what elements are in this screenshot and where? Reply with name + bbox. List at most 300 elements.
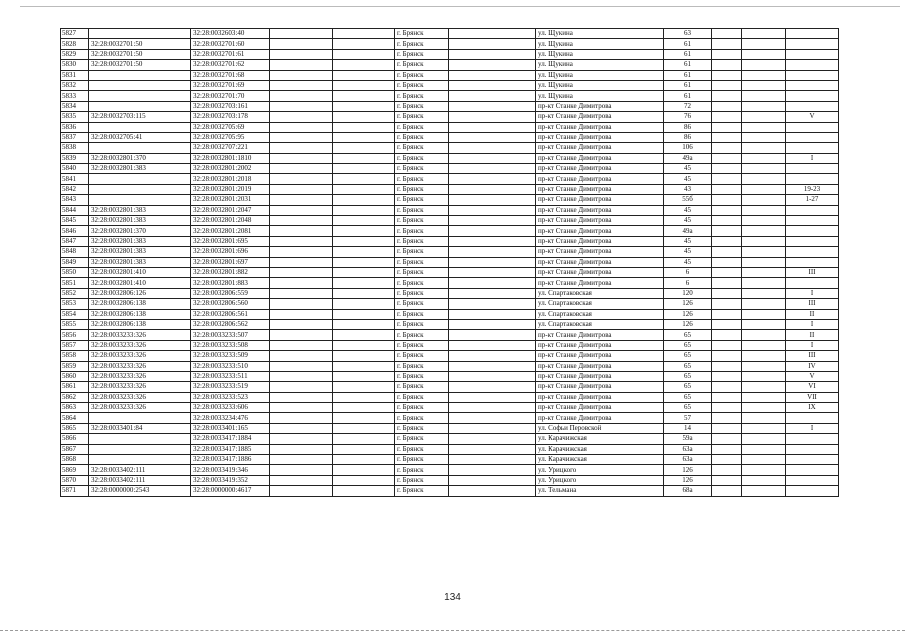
blank-cell: [712, 299, 742, 309]
blank-cell: [742, 444, 786, 454]
row-number-cell: 5833: [61, 91, 89, 101]
parent-cadastral-number-cell: 32:28:0032705:41: [89, 132, 191, 142]
street-cell: ул. Спартаковская: [536, 299, 664, 309]
city-cell: г. Брянск: [395, 164, 449, 174]
blank-cell: [712, 319, 742, 329]
table-row: [61, 101, 839, 111]
parent-cadastral-number-cell: 32:28:0033402:111: [89, 475, 191, 485]
blank-cell: [449, 299, 536, 309]
blank-cell: [333, 455, 395, 465]
blank-cell: [742, 278, 786, 288]
premises-number-cell: VI: [786, 382, 839, 392]
table-row: [61, 216, 839, 226]
blank-cell: [712, 49, 742, 59]
blank-cell: [742, 340, 786, 350]
street-cell: пр-кт Станке Димитрова: [536, 403, 664, 413]
blank-cell: [449, 444, 536, 454]
cadastral-number-cell: 32:28:0032801:2081: [191, 226, 270, 236]
blank-cell: [712, 101, 742, 111]
blank-cell: [742, 257, 786, 267]
street-cell: пр-кт Станке Димитрова: [536, 257, 664, 267]
table-row: [61, 112, 839, 122]
blank-cell: [270, 60, 333, 70]
city-cell: г. Брянск: [395, 216, 449, 226]
blank-cell: [449, 49, 536, 59]
blank-cell: [742, 371, 786, 381]
blank-cell: [742, 101, 786, 111]
cadastral-number-cell: 32:28:0032701:69: [191, 80, 270, 90]
row-number-cell: 5844: [61, 205, 89, 215]
premises-number-cell: [786, 486, 839, 496]
city-cell: г. Брянск: [395, 278, 449, 288]
street-cell: ул. Тельмана: [536, 486, 664, 496]
house-number-cell: 61: [664, 49, 712, 59]
cadastral-number-cell: 32:28:0033233:606: [191, 403, 270, 413]
blank-cell: [449, 434, 536, 444]
parent-cadastral-number-cell: [89, 413, 191, 423]
parent-cadastral-number-cell: 32:28:0032801:370: [89, 153, 191, 163]
street-cell: ул. Карачижская: [536, 434, 664, 444]
row-number-cell: 5845: [61, 216, 89, 226]
street-cell: пр-кт Станке Димитрова: [536, 351, 664, 361]
blank-cell: [333, 236, 395, 246]
row-number-cell: 5830: [61, 60, 89, 70]
street-cell: пр-кт Станке Димитрова: [536, 267, 664, 277]
blank-cell: [333, 361, 395, 371]
premises-number-cell: II: [786, 330, 839, 340]
parent-cadastral-number-cell: [89, 143, 191, 153]
cadastral-number-cell: 32:28:0032801:696: [191, 247, 270, 257]
blank-cell: [742, 392, 786, 402]
street-cell: ул. Щукина: [536, 49, 664, 59]
table-row: [61, 184, 839, 194]
house-number-cell: 65: [664, 351, 712, 361]
blank-cell: [449, 132, 536, 142]
blank-cell: [712, 486, 742, 496]
blank-cell: [712, 382, 742, 392]
table-row: [61, 60, 839, 70]
blank-cell: [449, 236, 536, 246]
premises-number-cell: [786, 39, 839, 49]
blank-cell: [270, 413, 333, 423]
blank-cell: [742, 153, 786, 163]
city-cell: г. Брянск: [395, 309, 449, 319]
premises-number-cell: V: [786, 112, 839, 122]
cadastral-number-cell: 32:28:0033233:509: [191, 351, 270, 361]
cadastral-number-cell: 32:28:0032701:61: [191, 49, 270, 59]
row-number-cell: 5867: [61, 444, 89, 454]
house-number-cell: 65: [664, 340, 712, 350]
row-number-cell: 5828: [61, 39, 89, 49]
blank-cell: [270, 29, 333, 39]
blank-cell: [712, 257, 742, 267]
city-cell: г. Брянск: [395, 195, 449, 205]
blank-cell: [333, 465, 395, 475]
row-number-cell: 5835: [61, 112, 89, 122]
premises-number-cell: [786, 475, 839, 485]
parent-cadastral-number-cell: [89, 184, 191, 194]
table-row: [61, 403, 839, 413]
parent-cadastral-number-cell: [89, 80, 191, 90]
premises-number-cell: [786, 216, 839, 226]
parent-cadastral-number-cell: 32:28:0032703:115: [89, 112, 191, 122]
blank-cell: [333, 299, 395, 309]
house-number-cell: 6: [664, 278, 712, 288]
blank-cell: [333, 351, 395, 361]
table-row: [61, 49, 839, 59]
blank-cell: [270, 434, 333, 444]
blank-cell: [270, 174, 333, 184]
premises-number-cell: VII: [786, 392, 839, 402]
blank-cell: [333, 392, 395, 402]
blank-cell: [742, 122, 786, 132]
blank-cell: [712, 340, 742, 350]
blank-cell: [449, 475, 536, 485]
row-number-cell: 5870: [61, 475, 89, 485]
blank-cell: [333, 112, 395, 122]
house-number-cell: 126: [664, 465, 712, 475]
parent-cadastral-number-cell: 32:28:0032801:370: [89, 226, 191, 236]
city-cell: г. Брянск: [395, 371, 449, 381]
blank-cell: [712, 330, 742, 340]
row-number-cell: 5846: [61, 226, 89, 236]
house-number-cell: 45: [664, 236, 712, 246]
premises-number-cell: [786, 455, 839, 465]
blank-cell: [449, 247, 536, 257]
blank-cell: [449, 174, 536, 184]
parent-cadastral-number-cell: 32:28:0033402:111: [89, 465, 191, 475]
row-number-cell: 5834: [61, 101, 89, 111]
row-number-cell: 5850: [61, 267, 89, 277]
city-cell: г. Брянск: [395, 205, 449, 215]
parent-cadastral-number-cell: [89, 195, 191, 205]
blank-cell: [270, 247, 333, 257]
blank-cell: [270, 91, 333, 101]
premises-number-cell: [786, 444, 839, 454]
cadastral-number-cell: 32:28:0032801:2047: [191, 205, 270, 215]
street-cell: пр-кт Станке Димитрова: [536, 247, 664, 257]
table-row: [61, 361, 839, 371]
blank-cell: [712, 226, 742, 236]
city-cell: г. Брянск: [395, 330, 449, 340]
house-number-cell: 45: [664, 164, 712, 174]
blank-cell: [712, 444, 742, 454]
city-cell: г. Брянск: [395, 413, 449, 423]
premises-number-cell: [786, 278, 839, 288]
table-row: [61, 351, 839, 361]
cadastral-number-cell: 32:28:0032801:882: [191, 267, 270, 277]
house-number-cell: 65: [664, 392, 712, 402]
table-row: [61, 80, 839, 90]
parent-cadastral-number-cell: 32:28:0032701:50: [89, 60, 191, 70]
blank-cell: [712, 60, 742, 70]
blank-cell: [270, 299, 333, 309]
blank-cell: [333, 257, 395, 267]
street-cell: ул. Спартаковская: [536, 288, 664, 298]
house-number-cell: 14: [664, 423, 712, 433]
table-row: [61, 278, 839, 288]
city-cell: г. Брянск: [395, 444, 449, 454]
blank-cell: [742, 288, 786, 298]
city-cell: г. Брянск: [395, 60, 449, 70]
premises-number-cell: [786, 434, 839, 444]
row-number-cell: 5849: [61, 257, 89, 267]
blank-cell: [712, 164, 742, 174]
blank-cell: [270, 112, 333, 122]
cadastral-number-cell: 32:28:0033234:476: [191, 413, 270, 423]
table-row: [61, 247, 839, 257]
table-row: [61, 444, 839, 454]
cadastral-number-cell: 32:28:0032806:559: [191, 288, 270, 298]
blank-cell: [333, 444, 395, 454]
row-number-cell: 5851: [61, 278, 89, 288]
city-cell: г. Брянск: [395, 122, 449, 132]
street-cell: ул. Софьи Перовской: [536, 423, 664, 433]
cadastral-number-cell: 32:28:0032806:560: [191, 299, 270, 309]
blank-cell: [712, 413, 742, 423]
blank-cell: [449, 112, 536, 122]
blank-cell: [742, 60, 786, 70]
street-cell: ул. Щукина: [536, 60, 664, 70]
premises-number-cell: [786, 164, 839, 174]
premises-number-cell: II: [786, 309, 839, 319]
cadastral-number-cell: 32:28:0032801:695: [191, 236, 270, 246]
city-cell: г. Брянск: [395, 29, 449, 39]
blank-cell: [333, 132, 395, 142]
premises-number-cell: [786, 91, 839, 101]
parent-cadastral-number-cell: [89, 29, 191, 39]
row-number-cell: 5847: [61, 236, 89, 246]
blank-cell: [449, 455, 536, 465]
row-number-cell: 5856: [61, 330, 89, 340]
city-cell: г. Брянск: [395, 403, 449, 413]
row-number-cell: 5840: [61, 164, 89, 174]
row-number-cell: 5852: [61, 288, 89, 298]
cadastral-number-cell: 32:28:0033233:519: [191, 382, 270, 392]
blank-cell: [449, 382, 536, 392]
cadastral-number-cell: 32:28:0032705:95: [191, 132, 270, 142]
street-cell: ул. Спартаковская: [536, 319, 664, 329]
blank-cell: [270, 39, 333, 49]
blank-cell: [742, 455, 786, 465]
blank-cell: [712, 403, 742, 413]
blank-cell: [449, 80, 536, 90]
table-row: [61, 267, 839, 277]
parent-cadastral-number-cell: [89, 122, 191, 132]
house-number-cell: 65: [664, 330, 712, 340]
premises-number-cell: 1-27: [786, 195, 839, 205]
blank-cell: [333, 195, 395, 205]
blank-cell: [449, 216, 536, 226]
house-number-cell: 86: [664, 122, 712, 132]
blank-cell: [712, 122, 742, 132]
parent-cadastral-number-cell: 32:28:0033233:326: [89, 382, 191, 392]
row-number-cell: 5848: [61, 247, 89, 257]
blank-cell: [712, 465, 742, 475]
parent-cadastral-number-cell: [89, 91, 191, 101]
street-cell: ул. Щукина: [536, 80, 664, 90]
street-cell: пр-кт Станке Димитрова: [536, 143, 664, 153]
blank-cell: [333, 29, 395, 39]
street-cell: ул. Щукина: [536, 39, 664, 49]
cadastral-number-cell: 32:28:0033233:511: [191, 371, 270, 381]
row-number-cell: 5857: [61, 340, 89, 350]
house-number-cell: 72: [664, 101, 712, 111]
city-cell: г. Брянск: [395, 39, 449, 49]
table-row: [61, 91, 839, 101]
table-row: [61, 132, 839, 142]
house-number-cell: 45: [664, 257, 712, 267]
registry-table: [60, 28, 839, 497]
blank-cell: [742, 39, 786, 49]
blank-cell: [449, 257, 536, 267]
city-cell: г. Брянск: [395, 49, 449, 59]
table-row: [61, 122, 839, 132]
blank-cell: [712, 29, 742, 39]
cadastral-number-cell: 32:28:0032801:2018: [191, 174, 270, 184]
street-cell: пр-кт Станке Димитрова: [536, 174, 664, 184]
blank-cell: [270, 216, 333, 226]
premises-number-cell: [786, 29, 839, 39]
house-number-cell: 45: [664, 205, 712, 215]
blank-cell: [333, 49, 395, 59]
blank-cell: [270, 267, 333, 277]
blank-cell: [333, 434, 395, 444]
blank-cell: [712, 39, 742, 49]
blank-cell: [333, 330, 395, 340]
blank-cell: [333, 423, 395, 433]
table-row: [61, 174, 839, 184]
parent-cadastral-number-cell: 32:28:0033233:326: [89, 340, 191, 350]
house-number-cell: 126: [664, 309, 712, 319]
blank-cell: [270, 465, 333, 475]
cadastral-number-cell: 32:28:0032701:70: [191, 91, 270, 101]
blank-cell: [333, 226, 395, 236]
premises-number-cell: [786, 70, 839, 80]
blank-cell: [449, 486, 536, 496]
blank-cell: [742, 299, 786, 309]
blank-cell: [270, 423, 333, 433]
cadastral-number-cell: 32:28:0032801:1810: [191, 153, 270, 163]
blank-cell: [449, 226, 536, 236]
house-number-cell: 63: [664, 29, 712, 39]
table-row: [61, 195, 839, 205]
parent-cadastral-number-cell: 32:28:0032801:383: [89, 236, 191, 246]
blank-cell: [712, 216, 742, 226]
parent-cadastral-number-cell: 32:28:0033233:326: [89, 330, 191, 340]
blank-cell: [742, 70, 786, 80]
street-cell: пр-кт Станке Димитрова: [536, 153, 664, 163]
premises-number-cell: [786, 413, 839, 423]
premises-number-cell: [786, 101, 839, 111]
blank-cell: [449, 205, 536, 215]
parent-cadastral-number-cell: 32:28:0032806:138: [89, 299, 191, 309]
blank-cell: [449, 39, 536, 49]
blank-cell: [449, 392, 536, 402]
blank-cell: [270, 486, 333, 496]
city-cell: г. Брянск: [395, 174, 449, 184]
parent-cadastral-number-cell: 32:28:0033233:326: [89, 371, 191, 381]
blank-cell: [449, 361, 536, 371]
scan-edge-bottom: [0, 630, 905, 631]
street-cell: ул. Щукина: [536, 70, 664, 80]
table-row: [61, 455, 839, 465]
blank-cell: [333, 403, 395, 413]
blank-cell: [270, 164, 333, 174]
city-cell: г. Брянск: [395, 112, 449, 122]
house-number-cell: 61: [664, 60, 712, 70]
blank-cell: [270, 195, 333, 205]
blank-cell: [270, 309, 333, 319]
table-row: [61, 486, 839, 496]
blank-cell: [333, 382, 395, 392]
blank-cell: [712, 351, 742, 361]
blank-cell: [742, 216, 786, 226]
blank-cell: [712, 309, 742, 319]
street-cell: пр-кт Станке Димитрова: [536, 236, 664, 246]
table-row: [61, 153, 839, 163]
city-cell: г. Брянск: [395, 475, 449, 485]
house-number-cell: 45: [664, 174, 712, 184]
table-row: [61, 309, 839, 319]
premises-number-cell: IX: [786, 403, 839, 413]
table-row: [61, 299, 839, 309]
page-number: 134: [444, 592, 461, 603]
house-number-cell: 6: [664, 267, 712, 277]
blank-cell: [712, 434, 742, 444]
cadastral-number-cell: 32:28:0033233:507: [191, 330, 270, 340]
blank-cell: [333, 371, 395, 381]
blank-cell: [333, 216, 395, 226]
house-number-cell: 68а: [664, 486, 712, 496]
cadastral-number-cell: 32:28:0032703:178: [191, 112, 270, 122]
city-cell: г. Брянск: [395, 143, 449, 153]
premises-number-cell: [786, 122, 839, 132]
blank-cell: [742, 351, 786, 361]
table-row: [61, 340, 839, 350]
blank-cell: [333, 91, 395, 101]
house-number-cell: 126: [664, 475, 712, 485]
street-cell: пр-кт Станке Димитрова: [536, 361, 664, 371]
table-row: [61, 288, 839, 298]
blank-cell: [742, 132, 786, 142]
row-number-cell: 5863: [61, 403, 89, 413]
premises-number-cell: [786, 132, 839, 142]
blank-cell: [270, 49, 333, 59]
house-number-cell: 55б: [664, 195, 712, 205]
blank-cell: [333, 60, 395, 70]
blank-cell: [333, 267, 395, 277]
cadastral-number-cell: 32:28:0032705:69: [191, 122, 270, 132]
blank-cell: [449, 319, 536, 329]
blank-cell: [270, 455, 333, 465]
premises-number-cell: [786, 80, 839, 90]
blank-cell: [333, 475, 395, 485]
cadastral-number-cell: 32:28:0032801:2019: [191, 184, 270, 194]
premises-number-cell: IV: [786, 361, 839, 371]
blank-cell: [742, 361, 786, 371]
blank-cell: [712, 267, 742, 277]
blank-cell: [449, 403, 536, 413]
blank-cell: [712, 392, 742, 402]
blank-cell: [712, 247, 742, 257]
blank-cell: [449, 164, 536, 174]
blank-cell: [270, 319, 333, 329]
scan-edge-top: [20, 6, 900, 7]
blank-cell: [712, 278, 742, 288]
table-row: [61, 39, 839, 49]
blank-cell: [333, 164, 395, 174]
